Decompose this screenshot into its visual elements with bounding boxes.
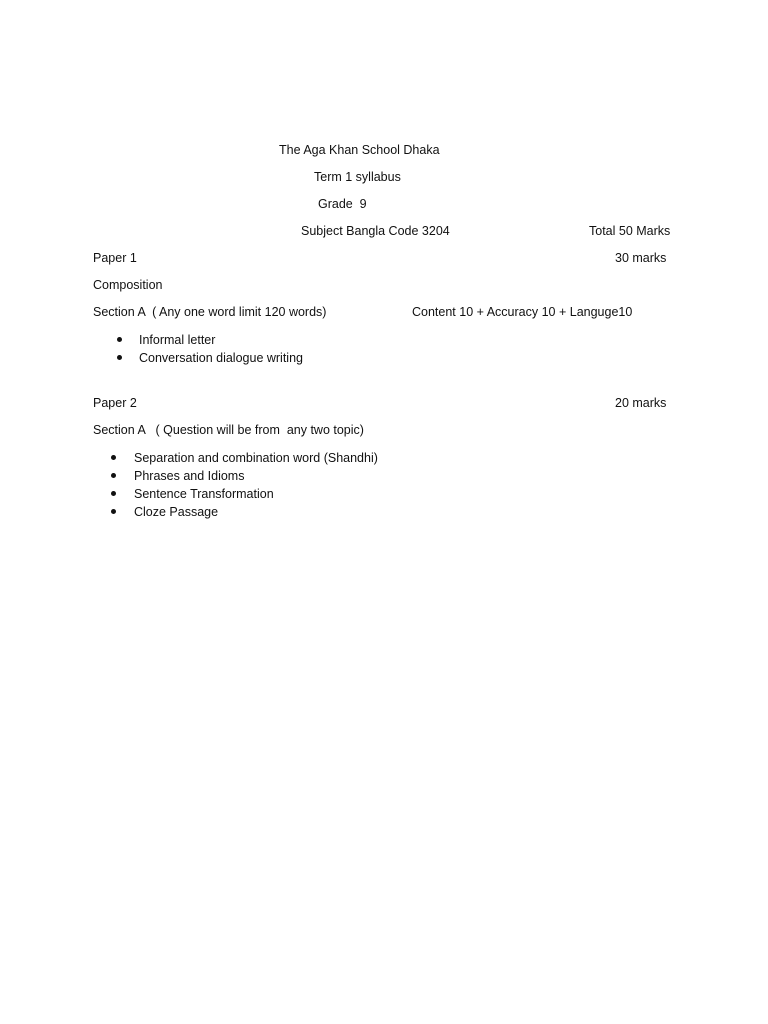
list-item-text: Phrases and Idioms (134, 469, 245, 483)
total-marks: Total 50 Marks (589, 224, 671, 238)
bullet-icon (117, 337, 122, 342)
paper1-title: Paper 1 (93, 251, 137, 265)
list-item-text: Informal letter (139, 333, 216, 347)
bullet-icon (111, 455, 116, 460)
paper1-criteria: Content 10 + Accuracy 10 + Languge10 (412, 305, 633, 319)
paper1-category: Composition (93, 278, 163, 292)
paper1-marks: 30 marks (615, 251, 667, 265)
subject-code: Subject Bangla Code 3204 (301, 224, 450, 238)
bullet-icon (111, 491, 116, 496)
list-item-text: Sentence Transformation (134, 487, 274, 501)
grade-label: Grade 9 (318, 197, 367, 211)
list-item-text: Conversation dialogue writing (139, 351, 303, 365)
paper1-section: Section A ( Any one word limit 120 words) (93, 305, 327, 319)
paper2-section: Section A ( Question will be from any two topic) (93, 423, 364, 437)
term-title: Term 1 syllabus (314, 170, 401, 184)
paper2-marks: 20 marks (615, 396, 667, 410)
bullet-icon (117, 355, 122, 360)
list-item-text: Cloze Passage (134, 505, 219, 519)
bullet-icon (111, 473, 116, 478)
bullet-icon (111, 509, 116, 514)
paper2-title: Paper 2 (93, 396, 137, 410)
list-item-text: Separation and combination word (Shandhi) (134, 451, 378, 465)
school-name: The Aga Khan School Dhaka (279, 143, 440, 157)
